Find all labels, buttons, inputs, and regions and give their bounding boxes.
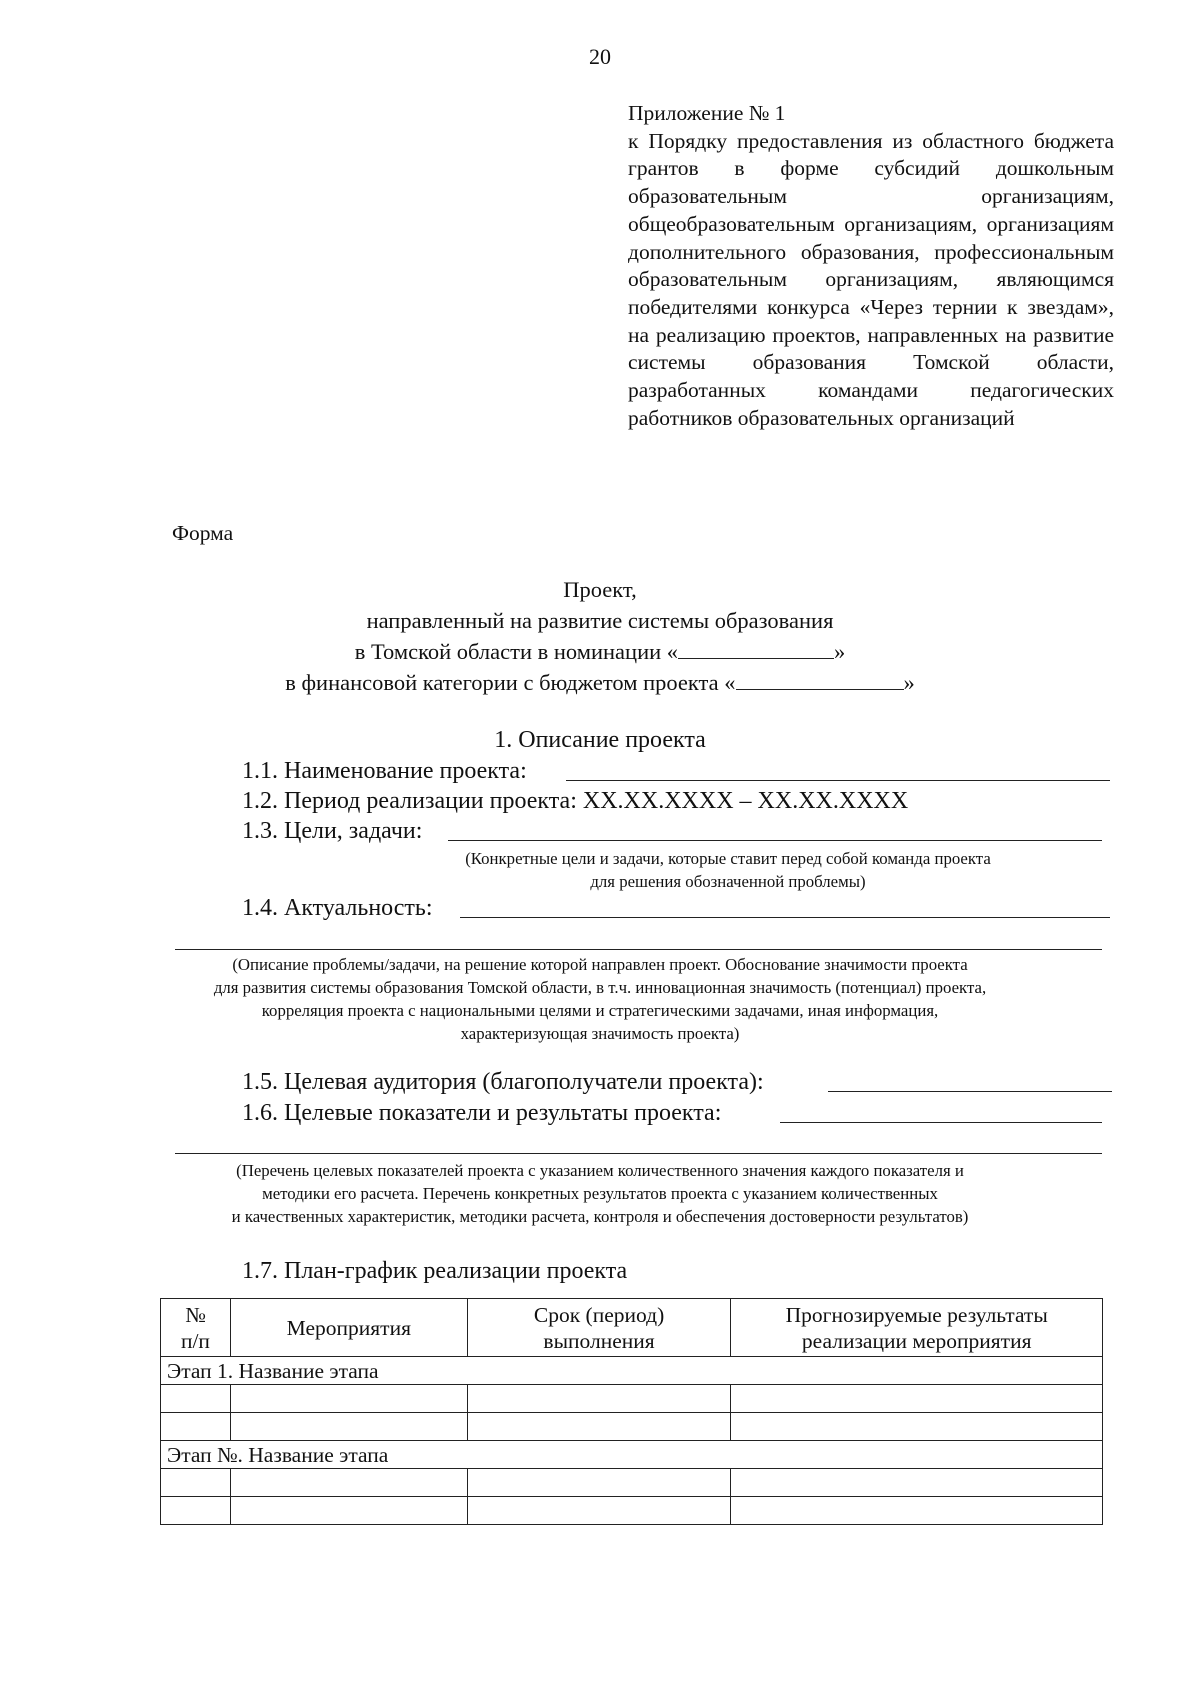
item-1-2: 1.2. Период реализации проекта: ХХ.ХХ.ХХХХ – ХХ.ХХ.ХХХХ [242,788,909,814]
project-header-line4 [0,667,1200,698]
note-1-4-line3: корреляция проекта с национальными целями и стратегическими задачами, иная информация, [261,1001,939,1020]
table-row [161,1497,1103,1525]
table-cell[interactable] [230,1385,467,1413]
table-cell[interactable] [161,1469,231,1497]
table-cell[interactable] [161,1497,231,1525]
indicators-blank[interactable] [780,1122,1102,1123]
table-cell[interactable] [467,1469,731,1497]
relevance-blank-2[interactable] [175,949,1102,950]
table-cell[interactable] [467,1385,731,1413]
indicators-blank-2[interactable] [175,1153,1102,1154]
table-cell[interactable] [161,1385,231,1413]
note-1-3-line2: для решения обозначенной проблемы) [590,872,866,891]
table-row [161,1469,1103,1497]
item-1-5: 1.5. Целевая аудитория (благополучатели проекта): [242,1069,764,1095]
item-1-3: 1.3. Цели, задачи: [242,818,423,844]
item-1-6: 1.6. Целевые показатели и результаты проекта: [242,1100,722,1126]
table-cell[interactable] [467,1413,731,1441]
stage-row [161,1441,1103,1469]
table-cell[interactable] [230,1497,467,1525]
audience-blank[interactable] [828,1091,1112,1092]
table-cell[interactable] [731,1385,1103,1413]
table-header-row [161,1299,1103,1357]
note-1-3-line1: (Конкретные цели и задачи, которые ставит перед собой команда проекта [465,849,991,868]
project-header-line3 [0,636,1200,667]
note-1-4-line2: для развития системы образования Томской области, в т.ч. инновационная значимость (потенциал) проекта, [213,978,987,997]
note-1-6-line3: и качественных характеристик, методики расчета, контроля и обеспечения достоверности результатов) [231,1207,969,1226]
col-results-header: Прогнозируемые результаты реализации мероприятия [731,1299,1103,1357]
budget-category-label: в финансовой категории с бюджетом проекта « [285,670,736,695]
nomination-close-quote: » [834,639,846,664]
stage-1-label: Этап 1. Название этапа [161,1357,1103,1385]
item-1-1: 1.1. Наименование проекта: [242,758,527,784]
budget-category-close-quote: » [903,670,915,695]
nomination-blank[interactable] [678,638,834,659]
forma-label: Форма [172,521,234,545]
budget-category-blank[interactable] [736,669,904,690]
item-1-4: 1.4. Актуальность: [242,895,433,921]
table-cell[interactable] [161,1413,231,1441]
table-cell[interactable] [467,1497,731,1525]
note-1-4-line1: (Описание проблемы/задачи, на решение которой направлен проект. Обоснование значимости проекта [232,955,968,974]
project-header-line2: направленный на развитие системы образования [366,608,834,633]
item-1-7: 1.7. План-график реализации проекта [242,1258,628,1284]
project-header-line1: Проект, [563,577,637,602]
plan-schedule-table [160,1298,1103,1525]
note-1-6-line2: методики его расчета. Перечень конкретных результатов проекта с указанием количественных [262,1184,938,1203]
project-name-blank[interactable] [566,780,1110,781]
table-cell[interactable] [731,1413,1103,1441]
table-cell[interactable] [731,1469,1103,1497]
annex-title: Приложение № 1 [628,101,786,125]
page-number: 20 [589,44,611,69]
goals-blank[interactable] [448,840,1102,841]
nomination-label: в Томской области в номинации « [354,639,679,664]
table-row [161,1413,1103,1441]
stage-2-label: Этап №. Название этапа [161,1441,1103,1469]
annex-block [628,100,1114,432]
col-number-header: № п/п [161,1299,231,1357]
relevance-blank[interactable] [460,917,1110,918]
annex-text: к Порядку предоставления из областного бюджета грантов в форме субсидий дошкольным образовательным организациям, общеобразовательным организациям, организациям дополнительного образования, профессиональным образовательным организациям, являющимся победителями конкурса «Через тернии к звездам», на реализацию проектов, направленных на развитие системы образования Томской области, разработанных командами педагогических работников образовательных организаций [628,128,1114,430]
col-term-header: Срок (период) выполнения [467,1299,731,1357]
stage-row [161,1357,1103,1385]
table-cell[interactable] [230,1413,467,1441]
table-cell[interactable] [731,1497,1103,1525]
note-1-4-line4: характеризующая значимость проекта) [460,1024,740,1043]
table-row [161,1385,1103,1413]
section1-title: 1. Описание проекта [494,727,706,753]
note-1-6-line1: (Перечень целевых показателей проекта с указанием количественного значения каждого показателя и [236,1161,964,1180]
table-cell[interactable] [230,1469,467,1497]
col-events-header: Мероприятия [230,1299,467,1357]
